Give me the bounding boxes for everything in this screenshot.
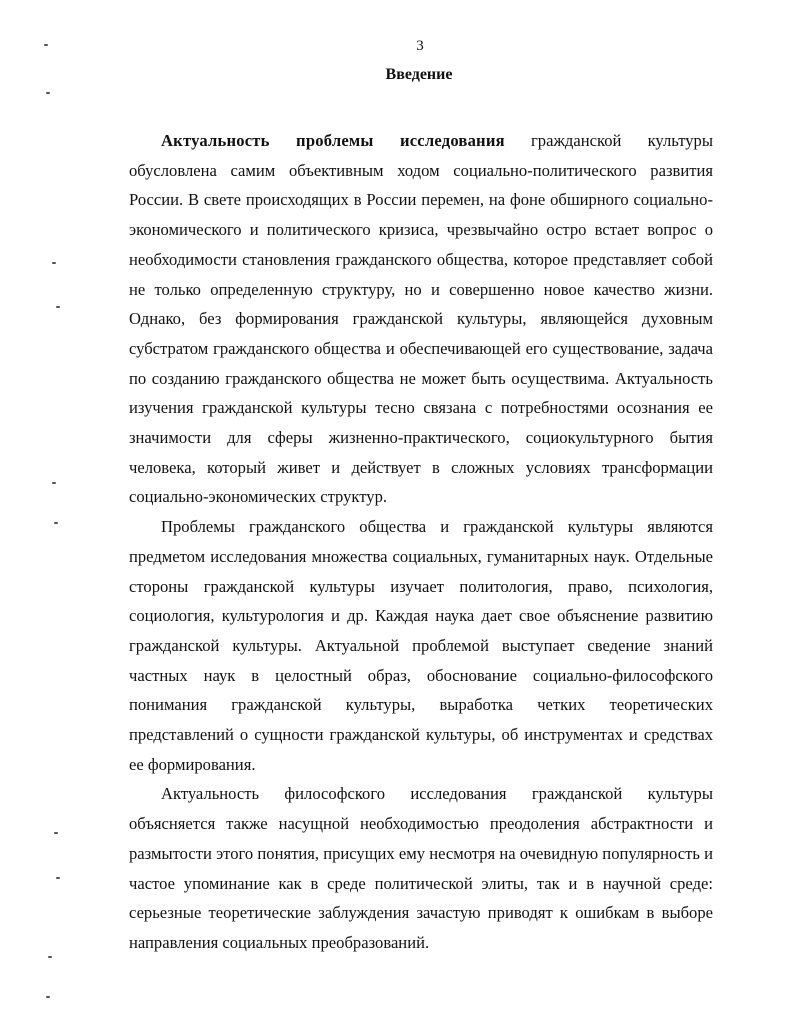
scan-speck <box>52 482 56 484</box>
scan-speck <box>46 92 50 94</box>
page-number: 3 <box>416 38 424 54</box>
scan-speck <box>54 832 58 834</box>
paragraph-sciences <box>129 512 713 779</box>
scan-speck <box>52 262 56 264</box>
paragraph-text: гражданской культуры обусловлена самим объективным ходом социально-политического развития России. В свете происходящих в России перемен, на фоне обширного социально-экономического и политического кризиса, чрезвычайно остро встает вопрос о необходимости становления гражданского общества, которое представляет собой не только определенную структуру, но и совершенно новое качество жизни. Однако, без формирования гражданской культуры, являющейся духовным субстратом гражданского общества и обеспечивающей его существование, задача по созданию гражданского общества не может быть осуществима. Актуальность изучения гражданской культуры тесно связана с потребностями осознания ее значимости для сферы жизненно-практического, социокультурного бытия человека, который живет и действует в сложных условиях трансформации социально-экономических структур. <box>129 131 713 507</box>
body-text <box>129 126 713 958</box>
paragraph-philosophy <box>129 779 713 957</box>
paragraph-text: Проблемы гражданского общества и гражданской культуры являются предметом исследования множества социальных, гуманитарных наук. Отдельные стороны гражданской культуры изучает политология, право, психология, социология, культурология и др. Каждая наука дает свое объяснение развитию гражданской культуры. Актуальной проблемой выступает сведение знаний частных наук в целостный образ, обоснование социально-философского понимания гражданской культуры, выработка четких теоретических представлений о сущности гражданской культуры, об инструментах и средствах ее формирования. <box>129 517 713 774</box>
scan-speck <box>48 956 52 958</box>
paragraph-relevance <box>129 126 713 512</box>
scan-speck <box>56 877 60 879</box>
scan-speck <box>54 522 58 524</box>
paragraph-lead: Актуальность проблемы исследования <box>161 131 505 150</box>
scan-speck <box>44 44 48 46</box>
paragraph-text: Актуальность философского исследования гражданской культуры объясняется также насущной необходимостью преодоления абстрактности и размытости этого понятия, присущих ему несмотря на очевидную популярность и частое упоминание как в среде политической элиты, так и в научной среде: серьезные теоретические заблуждения зачастую приводят к ошибкам в выборе направления социальных преобразований. <box>129 784 713 952</box>
scan-speck <box>46 996 50 998</box>
scan-speck <box>56 306 60 308</box>
page-title: Введение <box>385 66 453 83</box>
